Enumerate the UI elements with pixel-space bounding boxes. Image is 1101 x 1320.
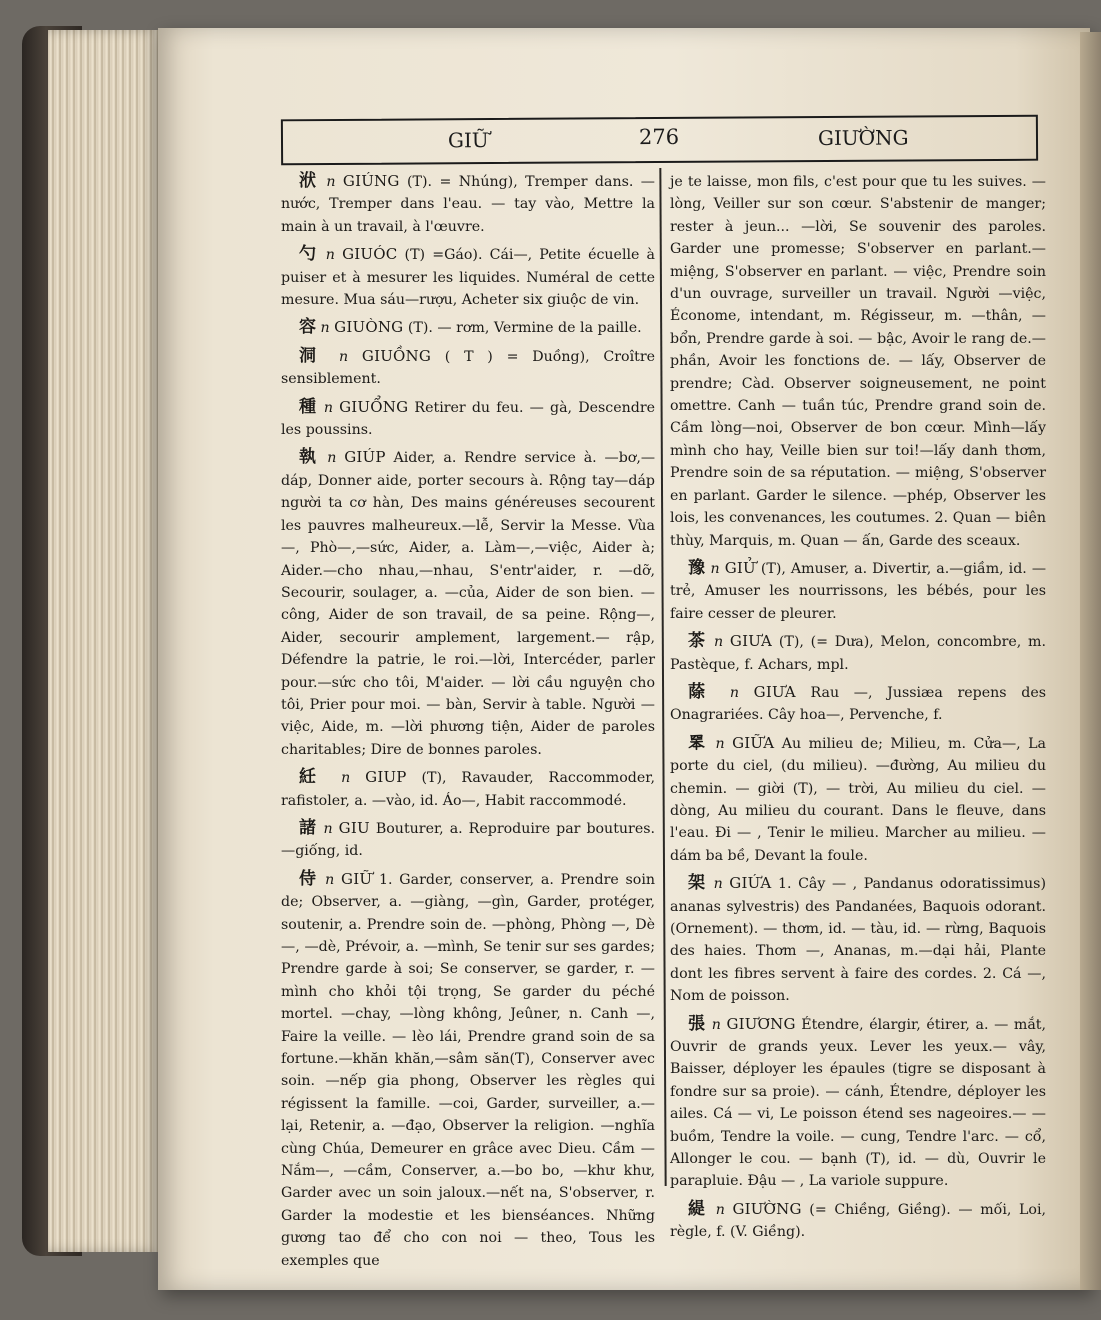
headword: GIUÒNG xyxy=(334,318,404,337)
han-character: 容 xyxy=(299,317,316,338)
entry-text: 1. Cây — , Pandanus odoratissimus) ananas sylvestris) des Pandanées, Baquois odorant. (Ornement). — thơm, id. — tàu, id. — rừng, Baquois des haies. Thơm —, Ananas, m.—dại hải, Plante dont les fibres servent à faire des cordes. 2. Cá —, Nom de poisson. xyxy=(670,876,1047,1005)
dictionary-entry: 諸 n GIU Bouturer, a. Reproduire par boutures.—giống, id. xyxy=(281,817,656,860)
dictionary-entry: 容 n GIUÒNG (T). — rơm, Vermine de la paille. xyxy=(299,317,642,338)
entry-text: Rau —, Jussiæa repens des Onagrariées. Cây hoa—, Pervenche, f. xyxy=(670,684,1047,724)
page-number: 276 xyxy=(638,124,680,150)
han-character: 勺 xyxy=(299,244,319,265)
headword: GIƯA xyxy=(729,632,773,651)
headword: GIU xyxy=(338,818,370,837)
entry-text: je te laisse, mon fils, c'est pour que tu les suives. — lòng, Veiller sur son cœur. S'abstenir de manger; rester à jeun... —lời, Se souvenir des paroles. Garder une promesse; S'observer en parlant.—miệng, S'observer en parlant. — việc, Prendre soin d'un ouvrage, surveiller un travail. Người —việc, Économe, intendant, m. Régisseur, m. —thân, —bổn, Prendre garde à soi. — bậc, Avoir le rang de.— phần, Avoir les fonctions de. — lấy, Observer de prendre; Càd. Observer soigneusement, ne point omettre. Canh — tuần túc, Prendre grand soin de. Cầm lòng—noi, Observer de bon cœur. Mình—lấy mình cho hay, Veille bien sur toi!—lấy danh thơm, Prendre soin de sa réputation. — miệng, S'observer en parlant. Garder le silence. —phép, Observer les lois, les convenances, les coutumes. 2. Quan — biên thùy, Marquis, m. Quan — ấn, Garde des sceaux. xyxy=(670,174,1046,549)
dictionary-entry-continued xyxy=(670,170,1046,552)
headword: GIƯỜNG xyxy=(732,1199,802,1218)
han-character: 執 xyxy=(299,447,320,468)
headword: GIỨA xyxy=(729,874,772,893)
headword: GIUÓC xyxy=(342,245,398,264)
han-character: 豫 xyxy=(688,557,706,578)
entry-text: (T). = Nhúng), Tremper dans. —nước, Tremper dans l'eau. — tay vào, Mettre la main à un travail, à l'œuvre. xyxy=(281,174,655,235)
dictionary-entry: 洑 n GIÚNG (T). = Nhúng), Tremper dans. —nước, Tremper dans l'eau. — tay vào, Mettre la main à un travail, à l'œuvre. xyxy=(281,171,655,235)
dictionary-entry: 侍 n GIỮ 1. Garder, conserver, a. Prendre soin de; Observer, a. —giàng, —gìn, Garder, protéger, soutenir, a. Prendre soin de. —phòng, Phòng —, Dè—, —dè, Prévoir, a. —mình, Se tenir sur ses gardes; Prendre garde à soi; Se conserver, se garder, r. —mình cho khỏi tội trọng, Se garder du péché mortel. —chay, —lòng không, Jeûner, n. Canh —, Faire la veille. — lèo lái, Prendre grand soin de sa fortune.—khăn khăn,—sâm săn(T), Conserver avec soin. —nếp gia phong, Observer les règles qui régissent la famille. —coi, Garder, surveiller, a.— lại, Retenir, a. —đạo, Observer la religion. —nghĩa cùng Chúa, Demeurer en grâce avec Dieu. Cầm — Nắm—, —cầm, Conserver, a.—bo bo, —khư khư, Garder avec un soin jaloux.—nết na, S'observer, r. Garder la modestie et les bienséances. Những gương tao để cho con noi — theo, Tous les exemples que xyxy=(281,868,656,1269)
headword: GIƯA xyxy=(753,682,796,701)
han-character: 洞 xyxy=(299,345,326,366)
han-character: 茶 xyxy=(688,631,708,652)
entry-text: Aider, a. Rendre service à. —bơ,— dáp, Donner aide, porter secours à. Rộng tay—dáp người ta cơ hàn, Des mains généreuses secourent les pauvres malheureux.—lễ, Servir la Messe. Vùa—, Phò—,—sức, Aider, a. Làm—,—việc, Aider à; Aider.—cho nhau,—nhau, S'entr'aider, r. —dỡ, Secourir, soulager, a. —của, Aider de son bien. —công, Aider de son travail, de sa peine. Rộng—, Aider, secourir amplement, largement.— rập, Défendre la patrie, le roi.—lời, Intercéder, parler pour.—sức cho tôi, M'aider. — lời cầu nguyện cho tôi, Prier pour moi. — bàn, Servir à table. Người — việc, Aide, m. —lời phương tiện, Aider de paroles charitables; Dire de bonnes paroles. xyxy=(281,450,656,758)
entry-text: (= Chiềng, Giềng). — mối, Loi, règle, f. (V. Giềng). xyxy=(670,1201,1047,1241)
dictionary-entry: 執 n GIÚP Aider, a. Rendre service à. —bơ,— dáp, Donner aide, porter secours à. Rộng tay—dáp người ta cơ hàn, Des mains généreuses secourent les pauvres malheureux.—lễ, Servir la Messe. Vùa—, Phò—,—sức, Aider, a. Làm—,—việc, Aider à; Aider.—cho nhau,—nhau, S'entr'aider, r. —dỡ, Secourir, soulager, a. —của, Aider de son bien. —công, Aider de son travail, de sa peine. Rộng—, Aider, secourir amplement, largement.— rập, Défendre la patrie, le roi.—lời, Intercéder, parler pour.—sức cho tôi, M'aider. — lời cầu nguyện cho tôi, Prier pour moi. — bàn, Servir à table. Người — việc, Aide, m. —lời phương tiện, Aider de paroles charitables; Dire de bonnes paroles. xyxy=(281,447,656,758)
page-edges xyxy=(48,30,160,1252)
dictionary-entry: 𦊚 n GIỮA Au milieu de; Milieu, m. Cửa—, La porte du ciel, (du milieu). —đường, Au milieu du chemin. — giời (T), — trời, Au milieu du ciel. — dòng, Au milieu du courant. Dans le fleuve, dans l'eau. Đi — , Tenir le milieu. Marcher au milieu. — dám ba bề, Devant la foule. xyxy=(670,732,1047,864)
entry-text: Retirer du feu. — gà, Descendre les poussins. xyxy=(281,399,656,439)
entry-text: 1. Garder, conserver, a. Prendre soin de; Observer, a. —giàng, —gìn, Garder, protéger, soutenir, a. Prendre soin de. —phòng, Phòng —, Dè—, —dè, Prévoir, a. —mình, Se tenir sur ses gardes; Prendre garde à soi; Se conserver, se garder, r. —mình cho khỏi tội trọng, Se garder du péché mortel. —chay, —lòng không, Jeûner, n. Canh —, Faire la veille. — lèo lái, Prendre grand soin de sa fortune.—khăn khăn,—sâm săn(T), Conserver avec soin. —nếp gia phong, Observer les règles qui régissent la famille. —coi, Garder, surveiller, a.— lại, Retenir, a. —đạo, Observer la religion. —nghĩa cùng Chúa, Demeurer en grâce avec Dieu. Cầm — Nắm—, —cầm, Conserver, a.—bo bo, —khư khư, Garder avec un soin jaloux.—nết na, S'observer, r. Garder la modestie et les bienséances. Những gương tao để cho con noi — theo, Tous les exemples que xyxy=(281,871,656,1269)
han-character: 洑 xyxy=(299,171,319,191)
headword: GIỬ xyxy=(724,558,756,577)
dictionary-entry: 茶 n GIƯA (T), (= Dưa), Melon, concombre, m. Pastèque, f. Achars, mpl. xyxy=(670,631,1046,673)
running-header xyxy=(281,115,1038,166)
headword: GIUỔNG xyxy=(339,397,409,416)
header-left-word: GIỮ xyxy=(447,128,489,153)
headword: GIƯƠNG xyxy=(726,1014,796,1033)
dictionary-entry: 蒢 n GIƯA Rau —, Jussiæa repens des Onagrariées. Cây hoa—, Pervenche, f. xyxy=(670,681,1047,724)
entry-text: (T), Ravauder, Raccommoder, rafistoler, a. —vào, id. Áo—, Habit raccommodé. xyxy=(281,770,656,809)
entry-text: (T). — rơm, Vermine de la paille. xyxy=(407,320,642,337)
headword: GIÚNG xyxy=(342,172,400,190)
dictionary-entry: 緹 n GIƯỜNG (= Chiềng, Giềng). — mối, Loi, règle, f. (V. Giềng). xyxy=(670,1198,1047,1241)
entry-text: ( T ) = Duồng), Croître sensiblement. xyxy=(281,348,655,388)
headword: GIUP xyxy=(365,768,407,787)
dictionary-entry: 種 n GIUỔNG Retirer du feu. — gà, Descendre les poussins. xyxy=(281,396,656,439)
han-character: 蒢 xyxy=(688,681,716,702)
entry-text: Étendre, élargir, étirer, a. — mắt, Ouvrir de grands yeux. Lever les yeux.— vây, Baisser, déployer les épaules (tigre se disposant à fondre sur sa proie). — cánh, Étendre, déployer les ailes. Cá — vi, Le poisson étend ses nageoires.— — buồm, Tendre la voile. — cung, Tendre l'arc. — cổ, Allonger le cou. — bạnh (T), id. — dù, Ouvrir le parapluie. Đậu — , La variole suppure. xyxy=(670,1016,1046,1190)
left-column xyxy=(281,170,656,1269)
entry-text: (T) =Gáo). Cái—, Petite écuelle à puiser et à mesurer les liquides. Numéral de cette mesure. Mua sáu—rượu, Acheter six giuộc de vin. xyxy=(281,247,656,309)
entry-text: (T), (= Dưa), Melon, concombre, m. Pastèque, f. Achars, mpl. xyxy=(670,634,1046,673)
dictionary-entry: 豫 n GIỬ (T), Amuser, a. Divertir, a.—giầm, id. — trẻ, Amuser les nourrissons, les bébés, pour les faire cesser de pleurer. xyxy=(670,557,1047,622)
han-character: 緹 xyxy=(688,1198,709,1219)
han-character: 張 xyxy=(688,1013,707,1034)
header-right-word: GIƯỜNG xyxy=(817,125,909,151)
entry-text: Au milieu de; Milieu, m. Cửa—, La porte du ciel, (du milieu). —đường, Au milieu du chemin. — giời (T), — trời, Au milieu du ciel. — dòng, Au milieu du courant. Dans le fleuve, dans l'eau. Đi — , Tenir le milieu. Marcher au milieu. — dám ba bề, Devant la foule. xyxy=(670,735,1047,864)
dictionary-entry: 紝 n GIUP (T), Ravauder, Raccommoder, rafistoler, a. —vào, id. Áo—, Habit raccommodé. xyxy=(281,767,656,809)
headword: GIUỒNG xyxy=(361,346,432,365)
dictionary-entry: 勺 n GIUÓC (T) =Gáo). Cái—, Petite écuelle à puiser et à mesurer les liquides. Numéral de cette mesure. Mua sáu—rượu, Acheter six giuộc de vin. xyxy=(281,244,656,309)
han-character: 𦊚 xyxy=(688,732,708,753)
headword: GIỮA xyxy=(732,733,775,752)
headword: GIỮ xyxy=(341,869,373,888)
right-page-edge xyxy=(1080,32,1101,1290)
entry-text: Bouturer, a. Reproduire par boutures.—giống, id. xyxy=(281,820,656,860)
right-column xyxy=(670,170,1047,1241)
han-character: 紝 xyxy=(299,767,327,788)
han-character: 諸 xyxy=(299,817,318,838)
dictionary-entry: 架 n GIỨA 1. Cây — , Pandanus odoratissimus) ananas sylvestris) des Pandanées, Baquois odorant. (Ornement). — thơm, id. — tàu, id. — rừng, Baquois des haies. Thơm —, Ananas, m.—dại hải, Plante dont les fibres servent à faire des cordes. 2. Cá —, Nom de poisson. xyxy=(670,873,1047,1005)
dictionary-entry: 洞 n GIUỒNG ( T ) = Duồng), Croître sensiblement. xyxy=(281,345,655,388)
han-character: 侍 xyxy=(299,868,319,889)
entry-text: (T), Amuser, a. Divertir, a.—giầm, id. — trẻ, Amuser les nourrissons, les bébés, pour les faire cesser de pleurer. xyxy=(670,560,1047,622)
han-character: 架 xyxy=(688,873,708,894)
han-character: 種 xyxy=(299,396,318,417)
dictionary-entry: 張 n GIƯƠNG Étendre, élargir, étirer, a. — mắt, Ouvrir de grands yeux. Lever les yeux.— vây, Baisser, déployer les épaules (tigre se disposant à fondre sur sa proie). — cánh, Étendre, déployer les ailes. Cá — vi, Le poisson étend ses nageoires.— — buồm, Tendre la voile. — cung, Tendre l'arc. — cổ, Allonger le cou. — bạnh (T), id. — dù, Ouvrir le parapluie. Đậu — , La variole suppure. xyxy=(670,1013,1046,1190)
headword: GIÚP xyxy=(344,448,386,467)
